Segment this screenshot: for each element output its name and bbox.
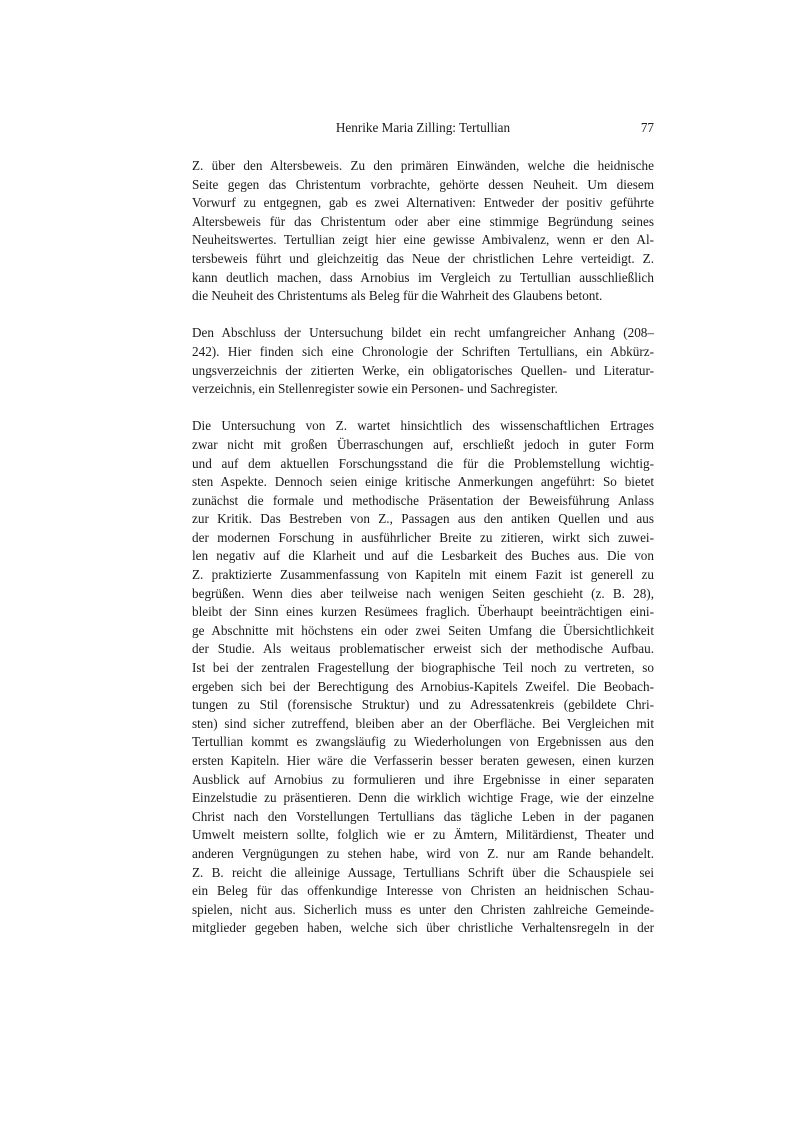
text-line: begrüßen. Wenn dies aber teilweise nach wenigen Seiten geschieht (z. B. 28), [192, 585, 654, 601]
running-title: Henrike Maria Zilling: Tertullian [335, 120, 511, 135]
text-line: Neuheitswertes. Tertullian zeigt hier eine gewisse Ambivalenz, wenn er den Al- [192, 232, 654, 248]
text-line: Ausblick auf Arnobius zu formulieren und ihre Ergebnisse in einer separaten [192, 771, 654, 787]
text-line: Ist bei der zentralen Fragestellung der biographische Teil noch zu vertreten, so [192, 660, 654, 676]
text-line: sten Aspekte. Dennoch seien einige kritische Anmerkungen angeführt: So bietet [192, 474, 654, 490]
text-line: Umwelt meistern sollte, folglich wie er zu Ämtern, Militärdienst, Theater und [192, 827, 654, 843]
text-line: 242). Hier finden sich eine Chronologie der Schriften Tertullians, ein Abkürz- [192, 343, 654, 359]
text-line: Seite gegen das Christentum vorbrachte, gehörte dessen Neuheit. Um diesem [192, 176, 654, 192]
text-line: kann deutlich machen, dass Arnobius im Vergleich zu Tertullian ausschließlich [192, 269, 654, 285]
text-line: mitglieder gegeben haben, welche sich über christliche Verhaltensregeln in der [192, 920, 654, 936]
running-head [192, 118, 654, 138]
text-line: Die Untersuchung von Z. wartet hinsichtlich des wissenschaftlichen Ertrages [192, 418, 654, 434]
text-line: Z. praktizierte Zusammenfassung von Kapiteln mit einem Fazit ist generell zu [192, 567, 654, 583]
text-line: ergeben sich bei der Berechtigung des Arnobius-Kapitels Zweifel. Die Beobach- [192, 678, 654, 694]
text-line: und auf dem aktuellen Forschungsstand die für die Problemstellung wichtig- [192, 455, 654, 471]
paragraph-kritik [192, 417, 654, 938]
text-line: zwar nicht mit großen Überraschungen auf, erschließt jedoch in guter Form [192, 436, 654, 452]
paragraph-altersbeweis [192, 157, 654, 306]
text-line: Tertullian kommt es zwangsläufig zu Wiederholungen von Ergebnissen aus den [192, 734, 654, 750]
body-text [192, 157, 654, 938]
page-number: 77 [640, 120, 654, 135]
text-line: der modernen Forschung in ausführlicher Breite zu zitieren, wirkt sich zuwei- [192, 529, 654, 545]
text-line: tungen zu Stil (forensische Struktur) und zu Adressatenkreis (gebildete Chri- [192, 697, 654, 713]
text-line: Christ nach den Vorstellungen Tertullians das tägliche Leben in der paganen [192, 808, 654, 824]
text-line: Einzelstudie zu präsentieren. Denn die wirklich wichtige Frage, wie der einzelne [192, 790, 654, 806]
text-line: ein Beleg für das offenkundige Interesse von Christen an heidnischen Schau- [192, 883, 654, 899]
text-line: Z. über den Altersbeweis. Zu den primären Einwänden, welche die heidnische [192, 158, 654, 173]
text-line: spielen, nicht aus. Sicherlich muss es unter den Christen zahlreiche Gemeinde- [192, 901, 654, 917]
text-line: ersten Kapiteln. Hier wäre die Verfasserin besser beraten gewesen, einen kurzen [192, 753, 654, 768]
text-line: Z. B. reicht die alleinige Aussage, Tertullians Schrift über die Schauspiele sei [192, 864, 654, 880]
text-line: verzeichnis, ein Stellenregister sowie ein Personen- und Sachregister. [192, 381, 558, 397]
text-line: zunächst die formale und methodische Präsentation der Beweisführung Anlass [192, 492, 654, 508]
text-line: bleibt der Sinn eines kurzen Resümees fraglich. Überhaupt beeinträchtigen eini- [192, 604, 654, 620]
text-line: tersbeweis führt und gleichzeitig das Neue der christlichen Lehre verteidigt. Z. [192, 250, 654, 266]
text-line: die Neuheit des Christentums als Beleg für die Wahrheit des Glaubens betont. [192, 288, 603, 304]
text-line: Vorwurf zu entgegnen, gab es zwei Alternativen: Entweder der positiv geführte [192, 195, 654, 211]
text-line: der Studie. Als weitaus problematischer erweist sich der methodische Aufbau. [192, 641, 654, 657]
text-line: Altersbeweis für das Christentum oder aber eine stimmige Begründung seines [192, 213, 654, 229]
text-line: sten) sind sicher zutreffend, bleiben aber an der Oberfläche. Bei Vergleichen mit [192, 715, 654, 731]
text-line: ge Abschnitte mit höchstens ein oder zwei Seiten Umfang die Übersichtlichkeit [192, 622, 654, 638]
text-line: ungsverzeichnis der zitierten Werke, ein obligatorisches Quellen- und Literatur- [192, 362, 654, 378]
text-line: Den Abschluss der Untersuchung bildet ein recht umfangreicher Anhang (208– [192, 325, 654, 341]
text-line: anderen Vergnügungen zu stehen habe, wird von Z. nur am Rande behandelt. [192, 845, 654, 861]
text-line: len negativ auf die Klarheit und auf die Lesbarkeit des Buches aus. Die von [192, 548, 654, 564]
paragraph-anhang [192, 324, 654, 398]
text-line: zur Kritik. Das Bestreben von Z., Passagen aus den antiken Quellen und aus [192, 511, 654, 527]
